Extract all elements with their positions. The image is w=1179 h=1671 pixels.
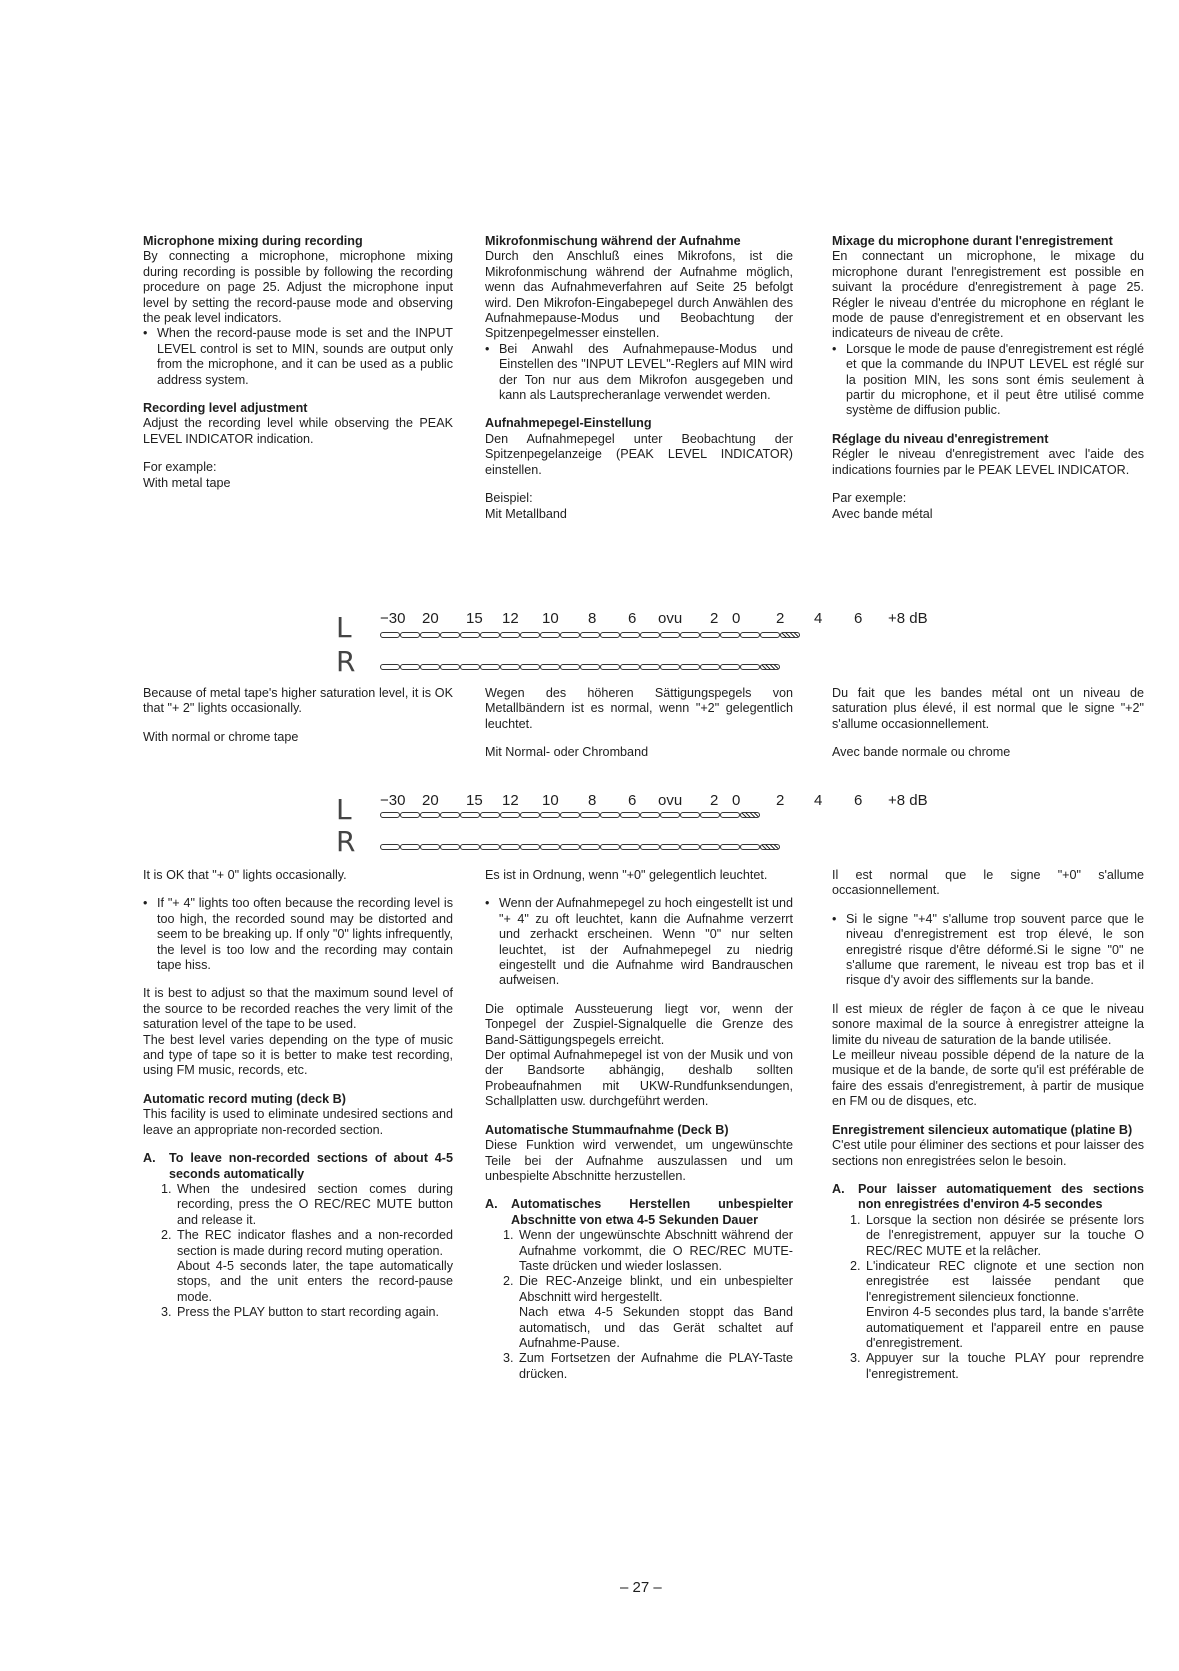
- bullet: • If "+ 4" lights too often because the recording level is too high, the recorded sound may be distorted and seem to be breaking up. If only "0" lights infrequently, the level is too low and the recording may contain tape hiss.: [143, 896, 453, 973]
- meter-tick-label: 6: [854, 610, 863, 627]
- step-text: Lorsque la section non désirée se présente lors de l'enregistrement, appuyer sur la touche O REC/REC MUTE et la relâcher.: [866, 1212, 1144, 1258]
- paragraph: Par exemple:: [832, 491, 907, 506]
- meter-segment: [660, 664, 680, 670]
- meter-segment: [560, 844, 580, 850]
- meter-tick-label: −30: [380, 792, 406, 809]
- meter-segment: [540, 664, 560, 670]
- de-bottom: [485, 868, 793, 1382]
- step-text: Zum Fortsetzen der Aufnahme die PLAY-Taste drücken.: [519, 1351, 793, 1381]
- channel-left-label: L: [336, 793, 352, 826]
- fr-bottom: [832, 868, 1144, 1382]
- meter-segment: [480, 664, 500, 670]
- paragraph: Durch den Anschluß eines Mikrofons, ist die Mikrofonmischung während der Aufnahme möglich, wenn das Aufnahmeverfahren auf Seite 25 befolgt wird. Den Mikrofon-Eingabepegel durch Anwählen des Aufnahmepause-Modus und Beobachtung der Spitzenpegelmesser einstellen.: [485, 249, 793, 341]
- meter-segment: [500, 812, 520, 818]
- step: [850, 1351, 1144, 1382]
- meter-segment: [440, 664, 460, 670]
- section-a-title: [143, 1151, 453, 1182]
- meter-segment: [420, 664, 440, 670]
- meter-segment: [660, 632, 680, 638]
- bullet: • When the record-pause mode is set and the INPUT LEVEL control is set to MIN, sounds are output only from the microphone, and it can be used as a public address system.: [143, 326, 453, 388]
- step-number: 2.: [850, 1258, 861, 1273]
- meter-tick-label: 2: [776, 610, 785, 627]
- section-a-title: [485, 1197, 793, 1228]
- meter-segment: [640, 844, 660, 850]
- meter-tick-label: 12: [502, 610, 519, 627]
- step: [503, 1228, 793, 1274]
- meter-segment: [380, 844, 400, 850]
- meter-segment: [500, 664, 520, 670]
- fr-top: [832, 234, 1144, 522]
- meter-tick-label: 12: [502, 792, 519, 809]
- paragraph: For example:: [143, 460, 217, 475]
- meter-segment: [440, 812, 460, 818]
- meter-segment: [580, 812, 600, 818]
- meter-segment: [560, 664, 580, 670]
- meter-tick-label: 2: [776, 792, 785, 809]
- meter-segment: [400, 664, 420, 670]
- meter-tick-label: +8 dB: [888, 792, 928, 809]
- heading: Mixage du microphone durant l'enregistrement: [832, 234, 1113, 248]
- step-text: Die REC-Anzeige blinkt, und ein unbespielter Abschnitt wird hergestellt.: [519, 1274, 793, 1304]
- meter-segment: [700, 812, 720, 818]
- paragraph: C'est utile pour éliminer des sections et pour laisser des sections non enregistrées selon le besoin.: [832, 1138, 1144, 1168]
- paragraph: Es ist in Ordnung, wenn "+0" gelegentlich leuchtet.: [485, 868, 768, 882]
- meter-segment: [680, 812, 700, 818]
- channel-right-label: R: [336, 825, 356, 858]
- step: [503, 1274, 793, 1351]
- meter-segment: [700, 844, 720, 850]
- meter-segment: [540, 632, 560, 638]
- paragraph: Wegen des höheren Sättigungspegels von Metallbändern ist es normal, wenn "+2" gelegentlich leuchtet.: [485, 686, 793, 731]
- paragraph: Régler le niveau d'enregistrement avec l'aide des indications fournies par le PEAK LEVEL INDICATOR.: [832, 447, 1144, 477]
- meter-segment: [500, 632, 520, 638]
- paragraph: Il est mieux de régler de façon à ce que le niveau sonore maximal de la source à enregistrer atteigne la limite du niveau de saturation de la bande utilisée.: [832, 1001, 1144, 1047]
- meter-segment: [720, 632, 740, 638]
- paragraph: Avec bande métal: [832, 506, 933, 521]
- heading: Automatic record muting (deck B): [143, 1091, 346, 1106]
- meter-segment: [580, 844, 600, 850]
- channel-left-label: L: [336, 611, 352, 644]
- meter-segment: [560, 812, 580, 818]
- meter-segment: [380, 632, 400, 638]
- heading: Microphone mixing during recording: [143, 234, 363, 248]
- step-number: 3.: [503, 1351, 514, 1366]
- meter-tick-label: 6: [628, 610, 637, 627]
- meter-scale: [380, 610, 1120, 628]
- steps-list: [485, 1228, 793, 1382]
- paragraph: Du fait que les bandes métal ont un niveau de saturation plus élevé, il est normal que le signe "+2" s'allume occasionnellement.: [832, 686, 1144, 731]
- step-text: L'indicateur REC clignote et une section non enregistrée est laissée pendant que l'enregistrement silencieux fonctionne.: [866, 1258, 1144, 1304]
- meter-tick-label: 10: [542, 792, 559, 809]
- meter-segment: [600, 664, 620, 670]
- meter-segment: [620, 632, 640, 638]
- meter-segment: [780, 632, 800, 638]
- step-text: Environ 4-5 secondes plus tard, la bande s'arrête automatiquement et l'appareil entre en pause d'enregistrement.: [866, 1305, 1144, 1350]
- meter-segment: [680, 664, 700, 670]
- meter-segment: [580, 632, 600, 638]
- meter-segment: [400, 812, 420, 818]
- section-letter: A.: [143, 1151, 156, 1166]
- meter-segment: [680, 844, 700, 850]
- section-title: Pour laisser automatiquement des sections non enregistrées d'environ 4-5 secondes: [858, 1181, 1144, 1212]
- meter-segment: [660, 844, 680, 850]
- meter-segment: [600, 844, 620, 850]
- meter-tick-label: 15: [466, 610, 483, 627]
- meter-tick-label: 4: [814, 792, 823, 809]
- paragraph: Den Aufnahmepegel unter Beobachtung der Spitzenpegelanzeige (PEAK LEVEL INDICATOR) einstellen.: [485, 431, 793, 477]
- meter-segment: [480, 844, 500, 850]
- meter-tick-label: 15: [466, 792, 483, 809]
- paragraph: It is OK that "+ 0" lights occasionally.: [143, 868, 347, 882]
- meter-segment: [740, 844, 760, 850]
- steps-list: [143, 1182, 453, 1321]
- meter-segment: [480, 812, 500, 818]
- meter-segment: [740, 812, 760, 818]
- meter-segment: [420, 632, 440, 638]
- meter-segment: [460, 664, 480, 670]
- meter-scale: [380, 792, 1120, 810]
- meter-segment: [420, 812, 440, 818]
- paragraph: En connectant un microphone, le mixage du microphone durant l'enregistrement est possible en suivant la procédure d'enregistrement à page 25. Régler le niveau d'entrée du microphone en réglant le mode de pause d'enregistrement et en observant les indicateurs de niveau de crête.: [832, 249, 1144, 341]
- meter-segment: [720, 812, 740, 818]
- meter-segment: [540, 812, 560, 818]
- paragraph: Avec bande normale ou chrome: [832, 745, 1011, 760]
- peak-level-meter-metal: [330, 610, 1120, 680]
- meter-segment: [520, 844, 540, 850]
- meter-segment: [600, 812, 620, 818]
- meter-segment: [460, 632, 480, 638]
- meter-segment: [740, 632, 760, 638]
- meter-tick-label: 8: [588, 792, 597, 809]
- step-number: 1.: [850, 1212, 861, 1227]
- de-middle: [485, 686, 793, 761]
- meter-segment: [700, 664, 720, 670]
- step-number: 3.: [161, 1305, 172, 1320]
- step-text: Nach etwa 4-5 Sekunden stoppt das Band automatisch, und das Gerät schaltet auf Aufnahme-Pause.: [519, 1305, 793, 1350]
- meter-segment: [620, 664, 640, 670]
- heading: Réglage du niveau d'enregistrement: [832, 431, 1049, 446]
- step-text: Press the PLAY button to start recording again.: [177, 1305, 440, 1320]
- paragraph: With metal tape: [143, 475, 231, 490]
- meter-segment: [380, 664, 400, 670]
- meter-segment: [520, 664, 540, 670]
- meter-segment: [520, 632, 540, 638]
- paragraph: Mit Normal- oder Chromband: [485, 745, 649, 760]
- step: [161, 1228, 453, 1305]
- paragraph: Adjust the recording level while observing the PEAK LEVEL INDICATOR indication.: [143, 416, 453, 446]
- heading: Mikrofonmischung während der Aufnahme: [485, 234, 741, 248]
- paragraph: Mit Metallband: [485, 506, 567, 521]
- meter-segment: [380, 812, 400, 818]
- meter-segment: [680, 632, 700, 638]
- meter-segment: [640, 664, 660, 670]
- meter-segment: [740, 664, 760, 670]
- meter-segment: [520, 812, 540, 818]
- paragraph: Il est normal que le signe "+0" s'allume occasionnellement.: [832, 868, 1144, 898]
- paragraph: It is best to adjust so that the maximum sound level of the source to be recorded reaches the very limit of the saturation level of the tape to be used.: [143, 986, 453, 1032]
- meter-tick-label: 10: [542, 610, 559, 627]
- section-a-title: [832, 1182, 1144, 1213]
- meter-tick-label: 4: [814, 610, 823, 627]
- meter-tick-label: −30: [380, 610, 406, 627]
- paragraph: Beispiel:: [485, 491, 533, 506]
- step: [161, 1305, 453, 1320]
- step: [850, 1258, 1144, 1351]
- paragraph: Le meilleur niveau possible dépend de la nature de la musique et de la bande, de sorte qu'il est préférable de faire des essais d'enregistrement, à partir de musique en FM ou de disques, etc.: [832, 1048, 1144, 1109]
- meter-segment: [500, 844, 520, 850]
- step-text: When the undesired section comes during recording, press the O REC/REC MUTE button and release it.: [177, 1181, 453, 1227]
- meter-segment: [640, 812, 660, 818]
- meter-segment: [400, 632, 420, 638]
- meter-tick-label: 0: [732, 610, 741, 627]
- heading: Enregistrement silencieux automatique (platine B): [832, 1122, 1133, 1137]
- meter-tick-label: 20: [422, 610, 439, 627]
- bullet: • Wenn der Aufnahmepegel zu hoch eingestellt ist und "+ 4" zu oft leuchtet, kann die Aufnahme verzerrt und zerhackt erscheinen. Wenn "0" nur selten leuchtet, ist der Aufnahmepegel zu niedrig eingestellt und die Aufnahme wird Bandrauschen aufweisen.: [485, 896, 793, 988]
- en-middle: [143, 686, 453, 745]
- step-number: 3.: [850, 1351, 861, 1366]
- paragraph: Because of metal tape's higher saturation level, it is OK that "+ 2" lights occasionally.: [143, 686, 453, 716]
- section-title: To leave non-recorded sections of about 4-5 seconds automatically: [169, 1151, 453, 1181]
- step-text: Wenn der ungewünschte Abschnitt während der Aufnahme vorkommt, die O REC/REC MUTE-Taste drücken und wieder loslassen.: [519, 1228, 793, 1273]
- peak-level-meter-normal-chrome: [330, 792, 1120, 862]
- step-text: The REC indicator flashes and a non-recorded section is made during record muting operation.: [177, 1228, 453, 1258]
- meter-segment: [720, 844, 740, 850]
- meter-segment: [440, 844, 460, 850]
- paragraph: By connecting a microphone, microphone mixing during recording is possible by following the recording procedure on page 25. Adjust the microphone input level by setting the record-pause mode and observing the peak level indicators.: [143, 249, 453, 326]
- step-number: 2.: [161, 1228, 172, 1243]
- step-number: 1.: [503, 1228, 514, 1243]
- meter-segment: [720, 664, 740, 670]
- meter-tick-label: ovu: [658, 610, 683, 627]
- heading: Aufnahmepegel-Einstellung: [485, 416, 652, 431]
- meter-segment: [400, 844, 420, 850]
- steps-list: [832, 1213, 1144, 1382]
- meter-tick-label: ovu: [658, 792, 683, 809]
- heading: Recording level adjustment: [143, 401, 308, 416]
- meter-segment: [460, 812, 480, 818]
- meter-tick-label: 6: [628, 792, 637, 809]
- paragraph: This facility is used to eliminate undesired sections and leave an appropriate non-recorded section.: [143, 1107, 453, 1137]
- en-top: [143, 234, 453, 491]
- channel-right-label: R: [336, 645, 356, 678]
- paragraph: Diese Funktion wird verwendet, um ungewünschte Teile bei der Aufnahme auszulassen und um unbespielte Abschnitte herzustellen.: [485, 1138, 793, 1183]
- step: [161, 1181, 453, 1228]
- en-bottom: [143, 868, 453, 1321]
- meter-tick-label: 8: [588, 610, 597, 627]
- de-top: [485, 234, 793, 522]
- meter-tick-label: 6: [854, 792, 863, 809]
- page-number: – 27 –: [620, 1579, 662, 1596]
- step-number: 1.: [161, 1181, 172, 1196]
- step: [850, 1212, 1144, 1259]
- meter-tick-label: 2: [710, 792, 719, 809]
- fr-middle: [832, 686, 1144, 761]
- meter-segment: [760, 844, 780, 850]
- meter-segment: [420, 844, 440, 850]
- meter-segment: [460, 844, 480, 850]
- meter-segment: [480, 632, 500, 638]
- bullet: • Si le signe "+4" s'allume trop souvent parce que le niveau d'enregistrement est trop élevé, le son enregistré risque d'être déformé.Si le signe "0" ne s'allume que rarement, le niveau est trop bas et il risque d'y avoir des sifflements sur la bande.: [832, 912, 1144, 989]
- paragraph: The best level varies depending on the type of music and type of tape so it is better to make test recording, using FM music, records, etc.: [143, 1032, 453, 1078]
- step-number: 2.: [503, 1274, 514, 1289]
- paragraph: Die optimale Aussteuerung liegt vor, wenn der Tonpegel der Zuspiel-Signalquelle die Grenze des Band-Sättigungspegels erreicht.: [485, 1001, 793, 1047]
- section-letter: A.: [832, 1181, 845, 1196]
- section-title: Automatisches Herstellen unbespielter Abschnitte von etwa 4-5 Sekunden Dauer: [511, 1197, 793, 1227]
- meter-segment: [540, 844, 560, 850]
- paragraph: Der optimal Aufnahmepegel ist von der Musik und von der Bandsorte abhängig, deshalb sollten Probeaufnahmen mit UKW-Rundfunksendungen, Schallplatten usw. durchgeführt werden.: [485, 1048, 793, 1109]
- meter-segment: [440, 632, 460, 638]
- meter-segment: [640, 632, 660, 638]
- bullet: • Bei Anwahl des Aufnahmepause-Modus und Einstellen des "INPUT LEVEL"-Reglers auf MIN wird der Ton nur aus dem Mikrofon ausgegeben und kann als Lautsprecheranlage verwendet werden.: [485, 342, 793, 404]
- meter-segment: [760, 664, 780, 670]
- meter-segment: [560, 632, 580, 638]
- bullet: • Lorsque le mode de pause d'enregistrement est réglé et que la commande du INPUT LEVEL est réglé sur la position MIN, les sons sont émis seulement à partir du microphone, et il peut être utilisé comme système de diffusion public.: [832, 342, 1144, 419]
- meter-tick-label: 2: [710, 610, 719, 627]
- meter-tick-label: +8 dB: [888, 610, 928, 627]
- meter-tick-label: 20: [422, 792, 439, 809]
- meter-segment: [760, 632, 780, 638]
- meter-segment: [700, 632, 720, 638]
- step-text: About 4-5 seconds later, the tape automatically stops, and the unit enters the record-pause mode.: [177, 1258, 453, 1304]
- step: [503, 1351, 793, 1382]
- meter-segment: [600, 632, 620, 638]
- section-letter: A.: [485, 1197, 498, 1212]
- meter-segment: [620, 844, 640, 850]
- meter-tick-label: 0: [732, 792, 741, 809]
- step-text: Appuyer sur la touche PLAY pour reprendre l'enregistrement.: [866, 1351, 1144, 1381]
- meter-segment: [620, 812, 640, 818]
- paragraph: With normal or chrome tape: [143, 729, 299, 744]
- meter-segment: [660, 812, 680, 818]
- heading: Automatische Stummaufnahme (Deck B): [485, 1122, 729, 1137]
- meter-segment: [580, 664, 600, 670]
